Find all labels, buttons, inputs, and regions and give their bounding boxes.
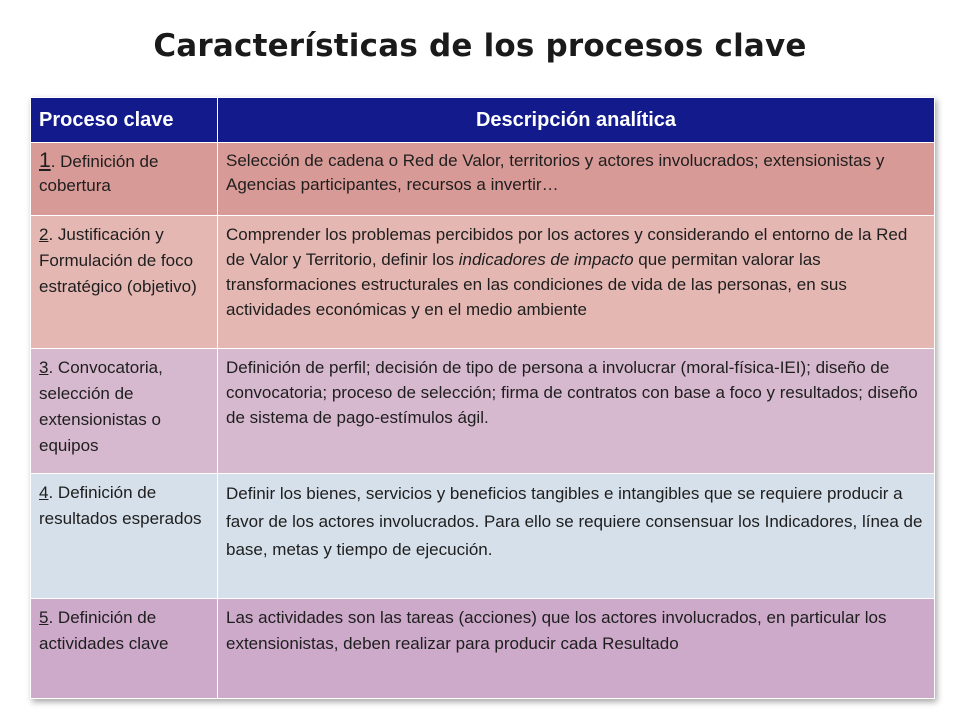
process-cell bbox=[31, 348, 218, 473]
header-description: Descripción analítica bbox=[218, 98, 935, 143]
table-row bbox=[31, 348, 935, 473]
process-cell bbox=[31, 143, 218, 216]
description-text: que permitan valorar las transformaciones estructurales en las condiciones de vida de las personas, en sus actividades económicas y en el medio ambiente bbox=[226, 249, 847, 319]
process-number: 1 bbox=[39, 149, 51, 172]
table-row bbox=[31, 599, 935, 699]
process-cell bbox=[31, 473, 218, 598]
process-name: . Convocatoria, selección de extensionistas o equipos bbox=[39, 357, 163, 455]
process-name: . Justificación y Formulación de foco estratégico (objetivo) bbox=[39, 224, 197, 296]
description-cell: Selección de cadena o Red de Valor, territorios y actores involucrados; extensionistas y Agencias participantes, recursos a invertir… bbox=[218, 143, 935, 216]
process-name: . Definición de actividades clave bbox=[39, 608, 169, 654]
description-text: Comprender los problemas percibidos por los actores y considerando el entorno de la Red de Valor y Territorio, definir los bbox=[226, 224, 908, 269]
process-cell bbox=[31, 599, 218, 699]
process-number: 4 bbox=[39, 482, 49, 502]
slide-title: Características de los procesos clave bbox=[153, 28, 807, 64]
table-row bbox=[31, 473, 935, 598]
description-cell bbox=[218, 215, 935, 348]
process-number: 5 bbox=[39, 608, 49, 628]
table-row bbox=[31, 215, 935, 348]
process-name: . Definición de cobertura bbox=[39, 152, 159, 195]
process-name: . Definición de resultados esperados bbox=[39, 482, 202, 528]
process-number: 2 bbox=[39, 224, 49, 244]
description-cell: Definición de perfil; decisión de tipo de persona a involucrar (moral-física-IEI); diseño de convocatoria; proceso de selección; firma de contratos con base a foco y resultados; diseño de sistema de pago-estímulos ágil. bbox=[218, 348, 935, 473]
header-process: Proceso clave bbox=[31, 98, 218, 143]
description-emphasis: indicadores de impacto bbox=[458, 249, 634, 269]
description-cell: Las actividades son las tareas (acciones) que los actores involucrados, en particular los extensionistas, deben realizar para producir cada Resultado bbox=[218, 599, 935, 699]
processes-table bbox=[30, 97, 935, 699]
table-row bbox=[31, 143, 935, 216]
description-cell: Definir los bienes, servicios y beneficios tangibles e intangibles que se requiere producir a favor de los actores involucrados. Para ello se requiere consensuar los Indicadores, línea de base, metas y tiempo de ejecución. bbox=[218, 473, 935, 598]
table-header-row bbox=[31, 98, 935, 143]
process-number: 3 bbox=[39, 357, 49, 377]
process-cell bbox=[31, 215, 218, 348]
